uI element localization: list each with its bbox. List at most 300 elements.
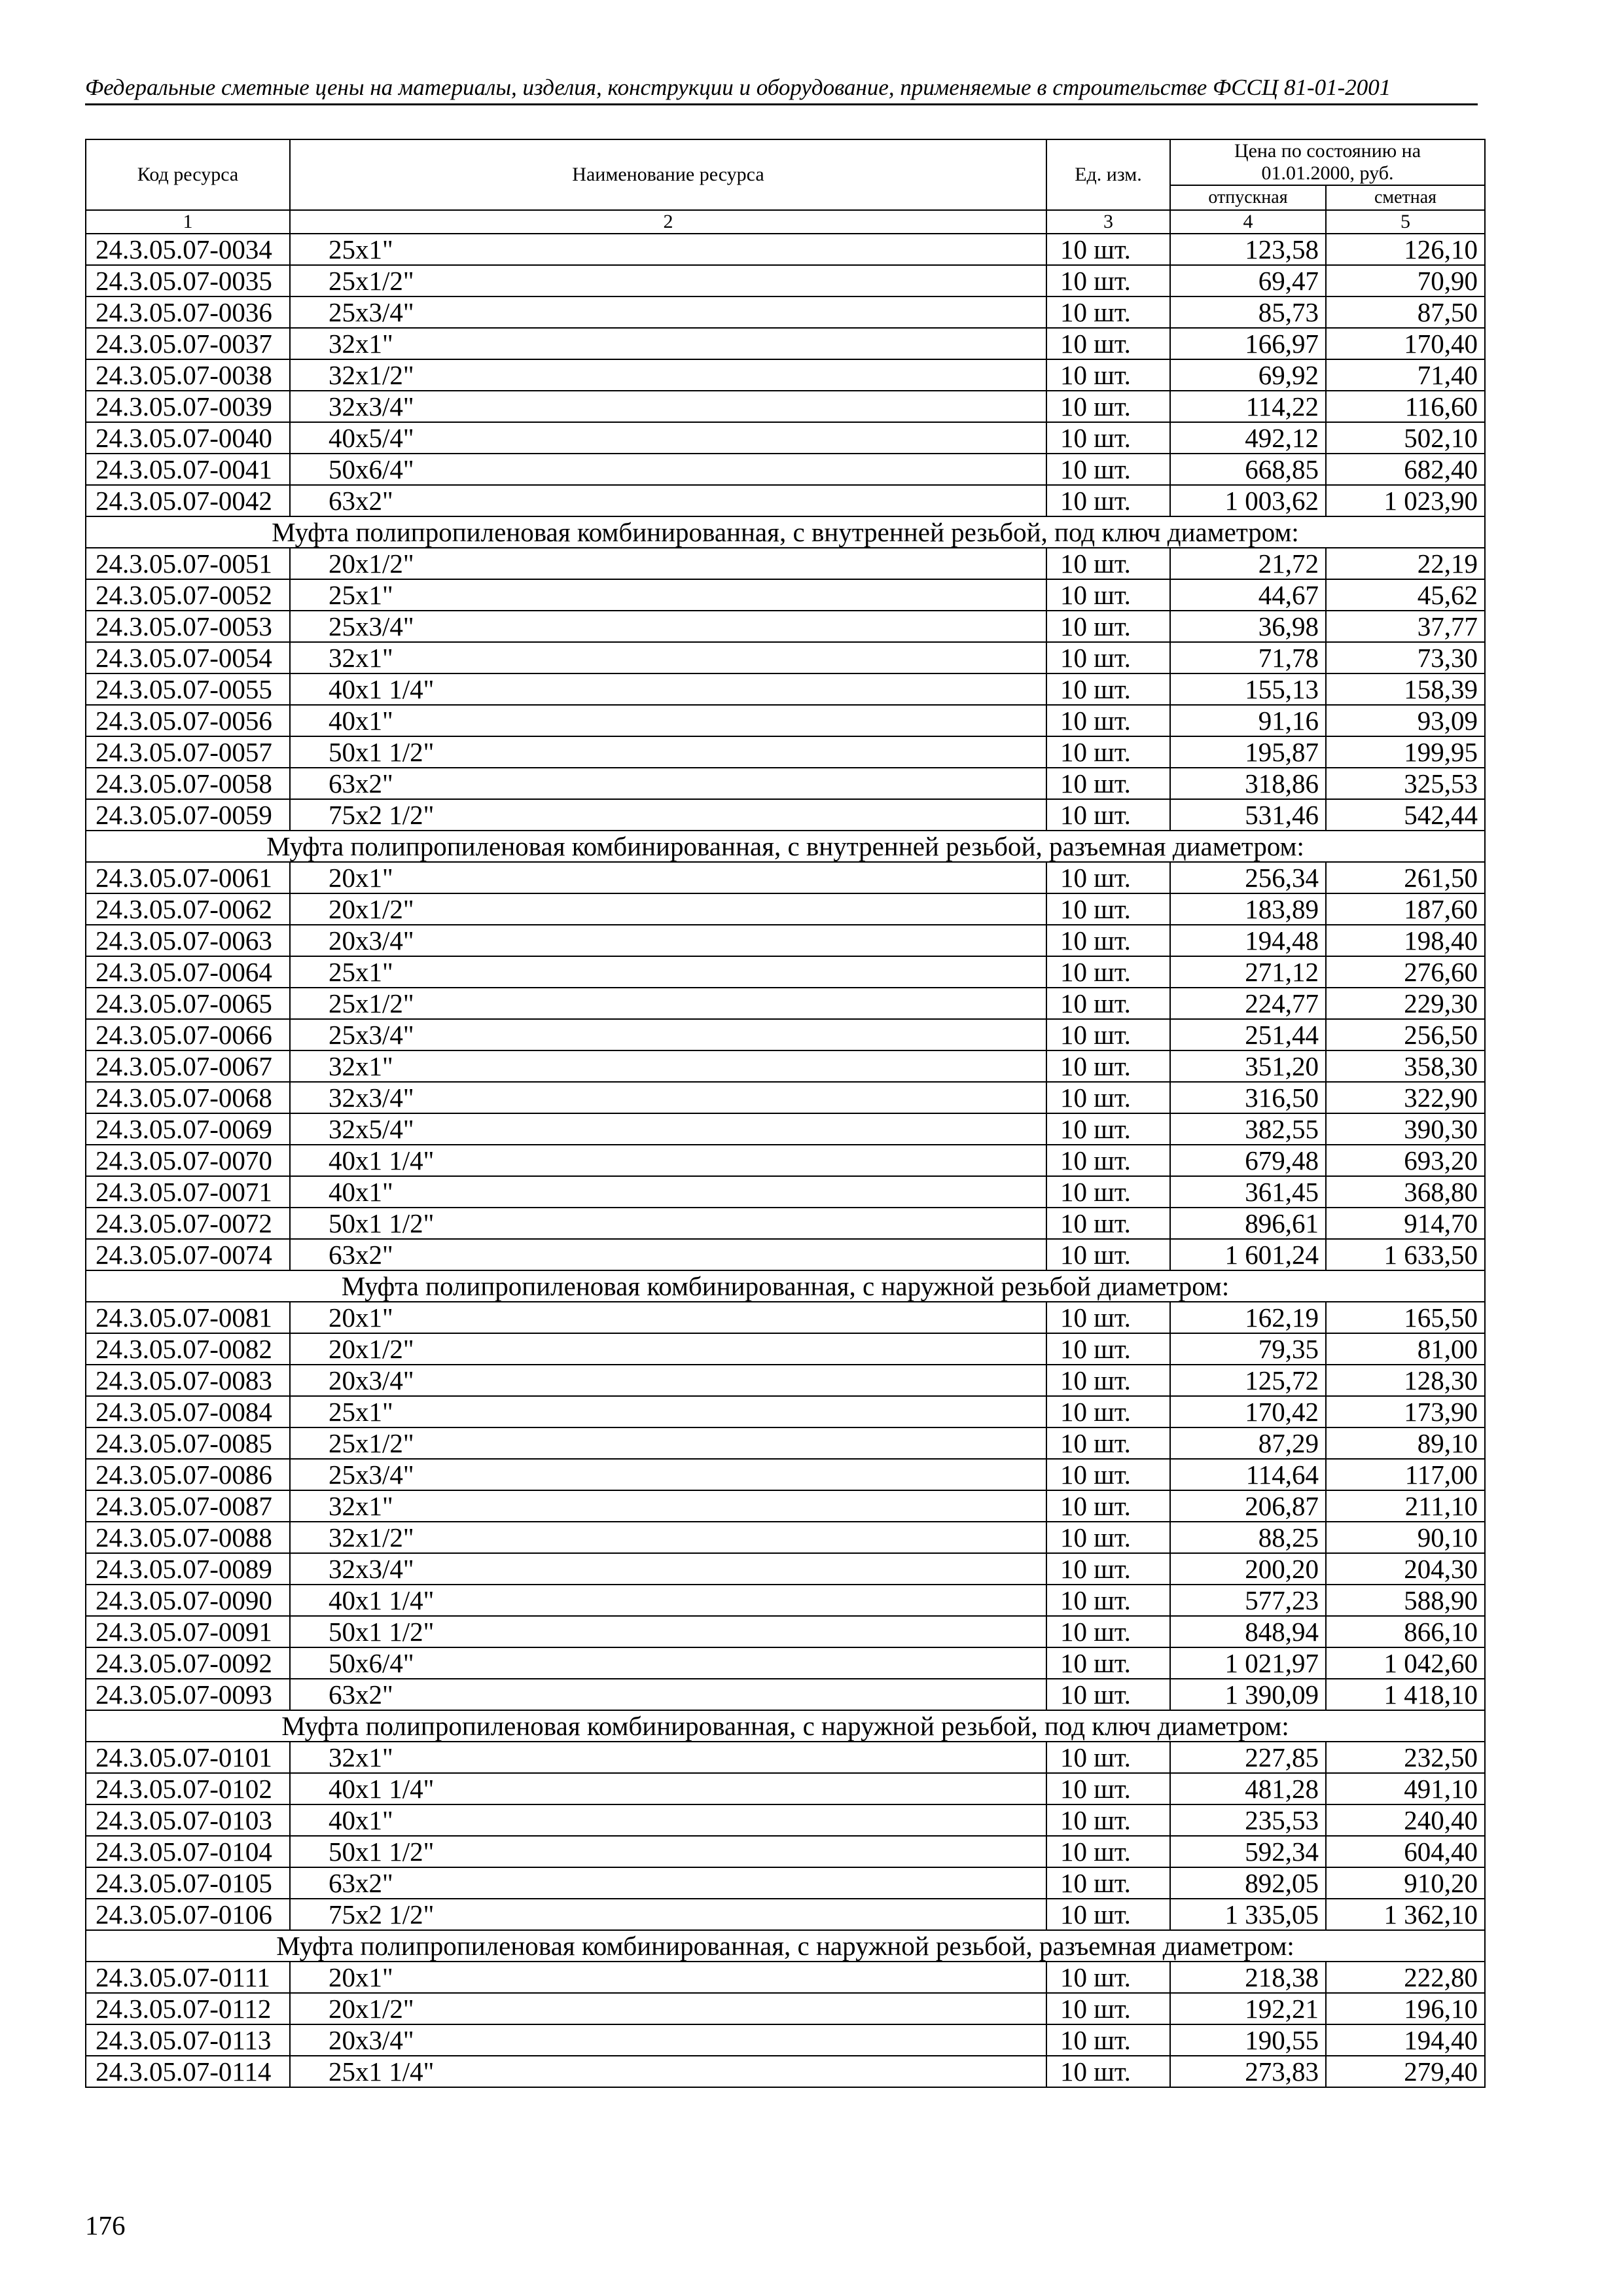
- col-number-2: 2: [290, 210, 1046, 234]
- col-header-unit: Ед. изм.: [1046, 139, 1170, 210]
- table-row: [86, 1459, 1485, 1490]
- estimate-price: 368,80: [1326, 1176, 1485, 1208]
- estimate-price: 89,10: [1326, 1427, 1485, 1459]
- release-price: 79,35: [1170, 1333, 1326, 1365]
- estimate-price: 37,77: [1326, 611, 1485, 642]
- estimate-price: 128,30: [1326, 1365, 1485, 1396]
- resource-code: 24.3.05.07-0102: [86, 1773, 290, 1804]
- estimate-price: 682,40: [1326, 454, 1485, 485]
- resource-name: 40x1 1/4": [290, 1773, 1046, 1804]
- group-heading: Муфта полипропиленовая комбинированная, с наружной резьбой, под ключ диаметром:: [86, 1710, 1485, 1742]
- unit-cell: 10 шт.: [1046, 1459, 1170, 1490]
- estimate-price: 1 362,10: [1326, 1899, 1485, 1930]
- release-price: 162,19: [1170, 1302, 1326, 1333]
- table-row: [86, 1239, 1485, 1270]
- estimate-price: 81,00: [1326, 1333, 1485, 1365]
- resource-code: 24.3.05.07-0083: [86, 1365, 290, 1396]
- unit-cell: 10 шт.: [1046, 296, 1170, 328]
- unit-cell: 10 шт.: [1046, 1396, 1170, 1427]
- unit-cell: 10 шт.: [1046, 642, 1170, 673]
- resource-name: 25x1": [290, 956, 1046, 988]
- unit-cell: 10 шт.: [1046, 1679, 1170, 1710]
- release-price: 316,50: [1170, 1082, 1326, 1113]
- release-price: 114,64: [1170, 1459, 1326, 1490]
- table-row: [86, 548, 1485, 579]
- table-row: [86, 265, 1485, 296]
- resource-name: 40x1 1/4": [290, 1585, 1046, 1616]
- unit-cell: 10 шт.: [1046, 799, 1170, 831]
- table-row: [86, 893, 1485, 925]
- table-row: [86, 1522, 1485, 1553]
- unit-cell: 10 шт.: [1046, 359, 1170, 391]
- resource-name: 25x3/4": [290, 611, 1046, 642]
- estimate-price: 170,40: [1326, 328, 1485, 359]
- table-row: [86, 1742, 1485, 1773]
- release-price: 848,94: [1170, 1616, 1326, 1647]
- resource-name: 63x2": [290, 1679, 1046, 1710]
- col-number-5: 5: [1326, 210, 1485, 234]
- estimate-price: 325,53: [1326, 768, 1485, 799]
- estimate-price: 45,62: [1326, 579, 1485, 611]
- table-row: [86, 673, 1485, 705]
- unit-cell: 10 шт.: [1046, 988, 1170, 1019]
- resource-code: 24.3.05.07-0089: [86, 1553, 290, 1585]
- resource-name: 20x1/2": [290, 893, 1046, 925]
- table-row: [86, 391, 1485, 422]
- resource-code: 24.3.05.07-0093: [86, 1679, 290, 1710]
- resource-name: 25x3/4": [290, 296, 1046, 328]
- unit-cell: 10 шт.: [1046, 1302, 1170, 1333]
- release-price: 125,72: [1170, 1365, 1326, 1396]
- resource-code: 24.3.05.07-0081: [86, 1302, 290, 1333]
- resource-name: 20x1/2": [290, 548, 1046, 579]
- resource-code: 24.3.05.07-0114: [86, 2056, 290, 2087]
- group-heading-row: [86, 831, 1485, 862]
- resource-name: 63x2": [290, 1239, 1046, 1270]
- table-row: [86, 1333, 1485, 1365]
- col-number-4: 4: [1170, 210, 1326, 234]
- table-row: [86, 1804, 1485, 1836]
- resource-name: 50x1 1/2": [290, 736, 1046, 768]
- resource-code: 24.3.05.07-0064: [86, 956, 290, 988]
- release-price: 1 601,24: [1170, 1239, 1326, 1270]
- unit-cell: 10 шт.: [1046, 548, 1170, 579]
- estimate-price: 261,50: [1326, 862, 1485, 893]
- unit-cell: 10 шт.: [1046, 328, 1170, 359]
- group-heading-row: [86, 1270, 1485, 1302]
- estimate-price: 542,44: [1326, 799, 1485, 831]
- resource-code: 24.3.05.07-0069: [86, 1113, 290, 1145]
- release-price: 1 003,62: [1170, 485, 1326, 516]
- resource-name: 50x1 1/2": [290, 1208, 1046, 1239]
- group-heading: Муфта полипропиленовая комбинированная, с наружной резьбой, разъемная диаметром:: [86, 1930, 1485, 1962]
- release-price: 235,53: [1170, 1804, 1326, 1836]
- col-header-estimate: сметная: [1326, 185, 1485, 210]
- table-row: [86, 1490, 1485, 1522]
- resource-name: 20x1/2": [290, 1993, 1046, 2024]
- table-row: [86, 611, 1485, 642]
- estimate-price: 588,90: [1326, 1585, 1485, 1616]
- group-heading: Муфта полипропиленовая комбинированная, с внутренней резьбой, под ключ диаметром:: [86, 516, 1485, 548]
- resource-name: 25x1/2": [290, 1427, 1046, 1459]
- col-number-3: 3: [1046, 210, 1170, 234]
- estimate-price: 1 633,50: [1326, 1239, 1485, 1270]
- resource-name: 50x6/4": [290, 1647, 1046, 1679]
- unit-cell: 10 шт.: [1046, 1176, 1170, 1208]
- estimate-price: 222,80: [1326, 1962, 1485, 1993]
- estimate-price: 279,40: [1326, 2056, 1485, 2087]
- table-row: [86, 1585, 1485, 1616]
- estimate-price: 196,10: [1326, 1993, 1485, 2024]
- resource-name: 32x1": [290, 1490, 1046, 1522]
- resource-code: 24.3.05.07-0055: [86, 673, 290, 705]
- table-row: [86, 1647, 1485, 1679]
- estimate-price: 194,40: [1326, 2024, 1485, 2056]
- estimate-price: 232,50: [1326, 1742, 1485, 1773]
- resource-name: 25x1 1/4": [290, 2056, 1046, 2087]
- release-price: 481,28: [1170, 1773, 1326, 1804]
- table-row: [86, 1836, 1485, 1867]
- resource-name: 25x3/4": [290, 1019, 1046, 1050]
- resource-code: 24.3.05.07-0070: [86, 1145, 290, 1176]
- resource-code: 24.3.05.07-0054: [86, 642, 290, 673]
- estimate-price: 256,50: [1326, 1019, 1485, 1050]
- table-row: [86, 1019, 1485, 1050]
- unit-cell: 10 шт.: [1046, 1553, 1170, 1585]
- estimate-price: 1 042,60: [1326, 1647, 1485, 1679]
- release-price: 577,23: [1170, 1585, 1326, 1616]
- unit-cell: 10 шт.: [1046, 1647, 1170, 1679]
- unit-cell: 10 шт.: [1046, 1836, 1170, 1867]
- resource-code: 24.3.05.07-0092: [86, 1647, 290, 1679]
- release-price: 36,98: [1170, 611, 1326, 642]
- resource-code: 24.3.05.07-0036: [86, 296, 290, 328]
- release-price: 382,55: [1170, 1113, 1326, 1145]
- release-price: 492,12: [1170, 422, 1326, 454]
- unit-cell: 10 шт.: [1046, 1050, 1170, 1082]
- resource-name: 32x1/2": [290, 359, 1046, 391]
- unit-cell: 10 шт.: [1046, 1019, 1170, 1050]
- table-row: [86, 956, 1485, 988]
- resource-code: 24.3.05.07-0051: [86, 548, 290, 579]
- release-price: 71,78: [1170, 642, 1326, 673]
- resource-code: 24.3.05.07-0061: [86, 862, 290, 893]
- release-price: 318,86: [1170, 768, 1326, 799]
- unit-cell: 10 шт.: [1046, 611, 1170, 642]
- resource-code: 24.3.05.07-0086: [86, 1459, 290, 1490]
- resource-name: 50x1 1/2": [290, 1836, 1046, 1867]
- table-row: [86, 1302, 1485, 1333]
- estimate-price: 173,90: [1326, 1396, 1485, 1427]
- estimate-price: 71,40: [1326, 359, 1485, 391]
- estimate-price: 116,60: [1326, 391, 1485, 422]
- table-row: [86, 1208, 1485, 1239]
- resource-name: 40x1 1/4": [290, 673, 1046, 705]
- unit-cell: 10 шт.: [1046, 1427, 1170, 1459]
- resource-code: 24.3.05.07-0037: [86, 328, 290, 359]
- release-price: 271,12: [1170, 956, 1326, 988]
- release-price: 896,61: [1170, 1208, 1326, 1239]
- unit-cell: 10 шт.: [1046, 1804, 1170, 1836]
- unit-cell: 10 шт.: [1046, 768, 1170, 799]
- estimate-price: 390,30: [1326, 1113, 1485, 1145]
- table-row: [86, 234, 1485, 265]
- resource-name: 20x1": [290, 1962, 1046, 1993]
- resource-code: 24.3.05.07-0071: [86, 1176, 290, 1208]
- estimate-price: 229,30: [1326, 988, 1485, 1019]
- resource-code: 24.3.05.07-0090: [86, 1585, 290, 1616]
- unit-cell: 10 шт.: [1046, 422, 1170, 454]
- unit-cell: 10 шт.: [1046, 454, 1170, 485]
- resource-code: 24.3.05.07-0091: [86, 1616, 290, 1647]
- unit-cell: 10 шт.: [1046, 705, 1170, 736]
- table-row: [86, 1679, 1485, 1710]
- table-row: [86, 1993, 1485, 2024]
- unit-cell: 10 шт.: [1046, 1742, 1170, 1773]
- unit-cell: 10 шт.: [1046, 1867, 1170, 1899]
- release-price: 195,87: [1170, 736, 1326, 768]
- release-price: 227,85: [1170, 1742, 1326, 1773]
- resource-code: 24.3.05.07-0062: [86, 893, 290, 925]
- table-row: [86, 422, 1485, 454]
- table-row: [86, 642, 1485, 673]
- group-heading: Муфта полипропиленовая комбинированная, с наружной резьбой диаметром:: [86, 1270, 1485, 1302]
- unit-cell: 10 шт.: [1046, 956, 1170, 988]
- unit-cell: 10 шт.: [1046, 1113, 1170, 1145]
- resource-name: 20x1": [290, 1302, 1046, 1333]
- resource-code: 24.3.05.07-0034: [86, 234, 290, 265]
- unit-cell: 10 шт.: [1046, 673, 1170, 705]
- release-price: 531,46: [1170, 799, 1326, 831]
- resource-code: 24.3.05.07-0042: [86, 485, 290, 516]
- page-number: 176: [85, 2210, 126, 2240]
- unit-cell: 10 шт.: [1046, 391, 1170, 422]
- resource-name: 40x1": [290, 1804, 1046, 1836]
- estimate-price: 93,09: [1326, 705, 1485, 736]
- estimate-price: 502,10: [1326, 422, 1485, 454]
- estimate-price: 693,20: [1326, 1145, 1485, 1176]
- release-price: 114,22: [1170, 391, 1326, 422]
- resource-code: 24.3.05.07-0068: [86, 1082, 290, 1113]
- resource-name: 25x1": [290, 234, 1046, 265]
- unit-cell: 10 шт.: [1046, 234, 1170, 265]
- table-row: [86, 1113, 1485, 1145]
- release-price: 273,83: [1170, 2056, 1326, 2087]
- unit-cell: 10 шт.: [1046, 1145, 1170, 1176]
- release-price: 87,29: [1170, 1427, 1326, 1459]
- table-row: [86, 1867, 1485, 1899]
- resource-code: 24.3.05.07-0111: [86, 1962, 290, 1993]
- resource-name: 32x1": [290, 328, 1046, 359]
- unit-cell: 10 шт.: [1046, 1585, 1170, 1616]
- unit-cell: 10 шт.: [1046, 925, 1170, 956]
- release-price: 155,13: [1170, 673, 1326, 705]
- table-row: [86, 328, 1485, 359]
- table-head: [86, 139, 1485, 234]
- release-price: 69,92: [1170, 359, 1326, 391]
- resource-name: 32x3/4": [290, 1553, 1046, 1585]
- release-price: 123,58: [1170, 234, 1326, 265]
- resource-name: 32x3/4": [290, 391, 1046, 422]
- col-number-1: 1: [86, 210, 290, 234]
- col-header-name: Наименование ресурса: [290, 139, 1046, 210]
- col-header-price-line1: Цена по состоянию на: [1170, 139, 1485, 162]
- release-price: 183,89: [1170, 893, 1326, 925]
- estimate-price: 491,10: [1326, 1773, 1485, 1804]
- group-heading-row: [86, 516, 1485, 548]
- price-table: [85, 139, 1486, 2088]
- resource-name: 20x3/4": [290, 1365, 1046, 1396]
- resource-code: 24.3.05.07-0035: [86, 265, 290, 296]
- group-heading-row: [86, 1710, 1485, 1742]
- unit-cell: 10 шт.: [1046, 862, 1170, 893]
- resource-name: 50x6/4": [290, 454, 1046, 485]
- table-row: [86, 1773, 1485, 1804]
- col-header-price-line2: 01.01.2000, руб.: [1170, 162, 1485, 185]
- resource-name: 63x2": [290, 1867, 1046, 1899]
- resource-name: 32x5/4": [290, 1113, 1046, 1145]
- unit-cell: 10 шт.: [1046, 1962, 1170, 1993]
- unit-cell: 10 шт.: [1046, 265, 1170, 296]
- estimate-price: 604,40: [1326, 1836, 1485, 1867]
- resource-name: 32x1": [290, 1050, 1046, 1082]
- unit-cell: 10 шт.: [1046, 1239, 1170, 1270]
- table-row: [86, 925, 1485, 956]
- resource-name: 32x1": [290, 1742, 1046, 1773]
- resource-name: 20x3/4": [290, 925, 1046, 956]
- release-price: 85,73: [1170, 296, 1326, 328]
- estimate-price: 1 418,10: [1326, 1679, 1485, 1710]
- release-price: 351,20: [1170, 1050, 1326, 1082]
- resource-name: 32x3/4": [290, 1082, 1046, 1113]
- table-row: [86, 1365, 1485, 1396]
- resource-code: 24.3.05.07-0101: [86, 1742, 290, 1773]
- resource-code: 24.3.05.07-0040: [86, 422, 290, 454]
- table-row: [86, 2024, 1485, 2056]
- release-price: 194,48: [1170, 925, 1326, 956]
- table-row: [86, 2056, 1485, 2087]
- resource-name: 40x1": [290, 1176, 1046, 1208]
- table-row: [86, 579, 1485, 611]
- unit-cell: 10 шт.: [1046, 1899, 1170, 1930]
- group-heading-row: [86, 1930, 1485, 1962]
- unit-cell: 10 шт.: [1046, 1522, 1170, 1553]
- table-row: [86, 1553, 1485, 1585]
- unit-cell: 10 шт.: [1046, 893, 1170, 925]
- resource-code: 24.3.05.07-0085: [86, 1427, 290, 1459]
- estimate-price: 70,90: [1326, 265, 1485, 296]
- table-row: [86, 862, 1485, 893]
- table-row: [86, 799, 1485, 831]
- resource-code: 24.3.05.07-0065: [86, 988, 290, 1019]
- resource-code: 24.3.05.07-0041: [86, 454, 290, 485]
- table-row: [86, 1616, 1485, 1647]
- table-row: [86, 705, 1485, 736]
- estimate-price: 126,10: [1326, 234, 1485, 265]
- table-row: [86, 1145, 1485, 1176]
- unit-cell: 10 шт.: [1046, 1993, 1170, 2024]
- resource-code: 24.3.05.07-0056: [86, 705, 290, 736]
- table-row: [86, 1050, 1485, 1082]
- estimate-price: 1 023,90: [1326, 485, 1485, 516]
- resource-code: 24.3.05.07-0038: [86, 359, 290, 391]
- release-price: 218,38: [1170, 1962, 1326, 1993]
- resource-code: 24.3.05.07-0066: [86, 1019, 290, 1050]
- estimate-price: 914,70: [1326, 1208, 1485, 1239]
- resource-code: 24.3.05.07-0059: [86, 799, 290, 831]
- resource-name: 32x1/2": [290, 1522, 1046, 1553]
- unit-cell: 10 шт.: [1046, 1616, 1170, 1647]
- estimate-price: 22,19: [1326, 548, 1485, 579]
- release-price: 1 335,05: [1170, 1899, 1326, 1930]
- resource-name: 25x1/2": [290, 265, 1046, 296]
- resource-code: 24.3.05.07-0104: [86, 1836, 290, 1867]
- resource-code: 24.3.05.07-0082: [86, 1333, 290, 1365]
- estimate-price: 199,95: [1326, 736, 1485, 768]
- resource-code: 24.3.05.07-0052: [86, 579, 290, 611]
- resource-name: 25x1": [290, 579, 1046, 611]
- table-row: [86, 1962, 1485, 1993]
- unit-cell: 10 шт.: [1046, 579, 1170, 611]
- resource-name: 63x2": [290, 768, 1046, 799]
- estimate-price: 90,10: [1326, 1522, 1485, 1553]
- unit-cell: 10 шт.: [1046, 2024, 1170, 2056]
- unit-cell: 10 шт.: [1046, 1333, 1170, 1365]
- release-price: 206,87: [1170, 1490, 1326, 1522]
- estimate-price: 322,90: [1326, 1082, 1485, 1113]
- release-price: 91,16: [1170, 705, 1326, 736]
- unit-cell: 10 шт.: [1046, 1082, 1170, 1113]
- unit-cell: 10 шт.: [1046, 2056, 1170, 2087]
- unit-cell: 10 шт.: [1046, 1773, 1170, 1804]
- release-price: 1 390,09: [1170, 1679, 1326, 1710]
- resource-code: 24.3.05.07-0113: [86, 2024, 290, 2056]
- table-body: [86, 234, 1485, 2087]
- release-price: 592,34: [1170, 1836, 1326, 1867]
- group-heading: Муфта полипропиленовая комбинированная, с внутренней резьбой, разъемная диаметром:: [86, 831, 1485, 862]
- resource-code: 24.3.05.07-0112: [86, 1993, 290, 2024]
- resource-name: 75x2 1/2": [290, 1899, 1046, 1930]
- release-price: 668,85: [1170, 454, 1326, 485]
- release-price: 44,67: [1170, 579, 1326, 611]
- estimate-price: 117,00: [1326, 1459, 1485, 1490]
- estimate-price: 87,50: [1326, 296, 1485, 328]
- release-price: 256,34: [1170, 862, 1326, 893]
- resource-code: 24.3.05.07-0039: [86, 391, 290, 422]
- release-price: 224,77: [1170, 988, 1326, 1019]
- table-row: [86, 359, 1485, 391]
- estimate-price: 866,10: [1326, 1616, 1485, 1647]
- release-price: 88,25: [1170, 1522, 1326, 1553]
- resource-name: 25x1/2": [290, 988, 1046, 1019]
- unit-cell: 10 шт.: [1046, 736, 1170, 768]
- resource-name: 50x1 1/2": [290, 1616, 1046, 1647]
- table-row: [86, 1899, 1485, 1930]
- release-price: 679,48: [1170, 1145, 1326, 1176]
- release-price: 192,21: [1170, 1993, 1326, 2024]
- release-price: 21,72: [1170, 548, 1326, 579]
- resource-code: 24.3.05.07-0084: [86, 1396, 290, 1427]
- table-row: [86, 736, 1485, 768]
- unit-cell: 10 шт.: [1046, 1365, 1170, 1396]
- release-price: 1 021,97: [1170, 1647, 1326, 1679]
- release-price: 251,44: [1170, 1019, 1326, 1050]
- release-price: 69,47: [1170, 265, 1326, 296]
- resource-name: 32x1": [290, 642, 1046, 673]
- estimate-price: 276,60: [1326, 956, 1485, 988]
- resource-code: 24.3.05.07-0063: [86, 925, 290, 956]
- resource-code: 24.3.05.07-0087: [86, 1490, 290, 1522]
